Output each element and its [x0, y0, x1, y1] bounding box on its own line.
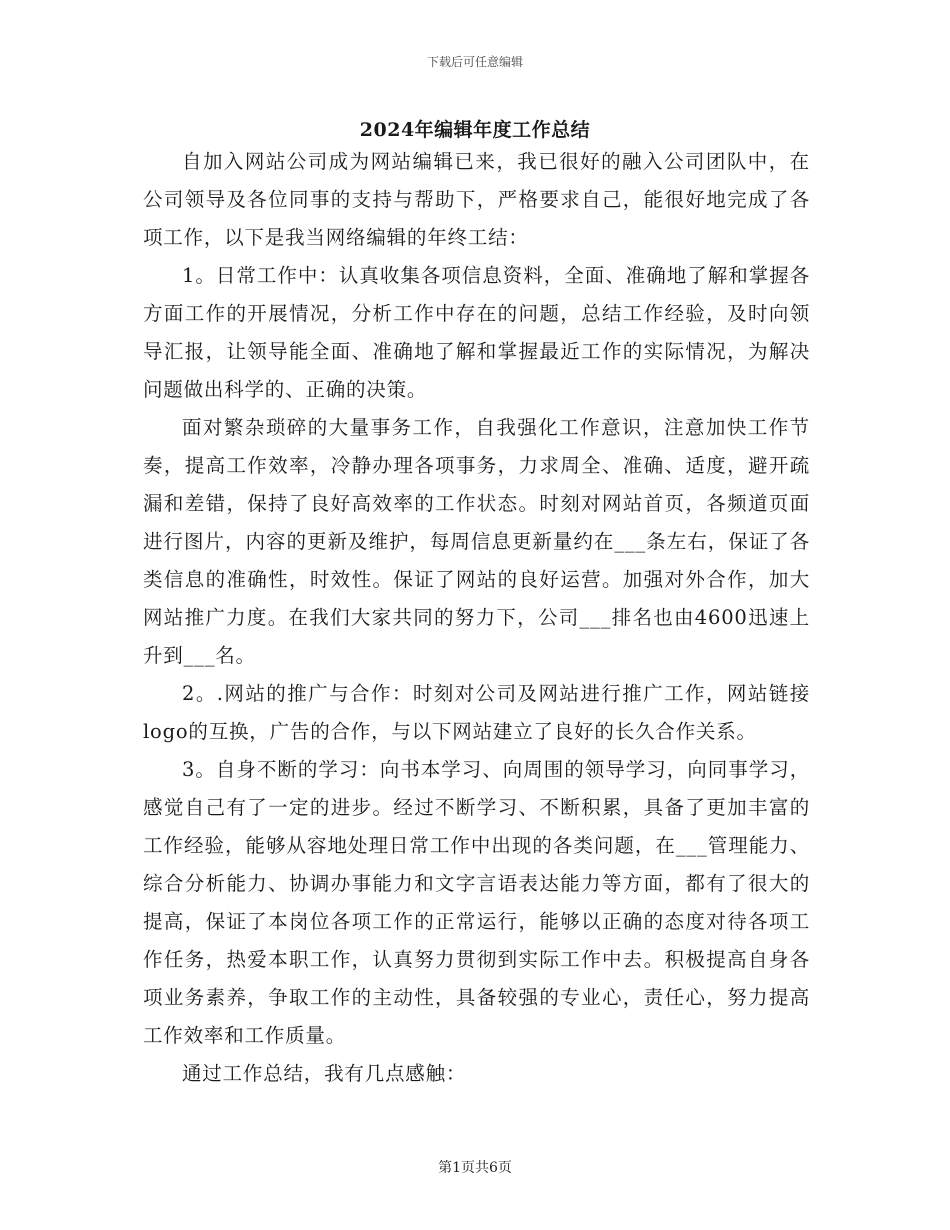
paragraph-learning: 3。自身不断的学习：向书本学习、向周围的领导学习，向同事学习，感觉自己有了一定的进步。经过不断学习、不断积累，具备了更加丰富的工作经验，能够从容地处理日常工作中出现的各类问题，在___管理能力、综合分析能力、协调办事能力和文字言语表达能力等方面，都有了很大的提高，保证了本岗位各项工作的正常运行，能够以正确的态度对待各项工作任务，热爱本职工作，认真努力贯彻到实际工作中去。积极提高自身各项业务素养，争取工作的主动性，具备较强的专业心，责任心，努力提高工作效率和工作质量。	[143, 758, 810, 1047]
page-footer: 第1页共6页	[438, 1160, 512, 1176]
document-body	[143, 143, 810, 1093]
paragraph-intro: 自加入网站公司成为网站编辑已来，我已很好的融入公司团队中，在公司领导及各位同事的支持与帮助下，严格要求自己，能很好地完成了各项工作，以下是我当网络编辑的年终工结：	[143, 150, 810, 249]
paragraph-promotion: 2。.网站的推广与合作：时刻对公司及网站进行推广工作，网站链接logo的互换，广告的合作，与以下网站建立了良好的长久合作关系。	[143, 682, 810, 743]
document-title: 2024年编辑年度工作总结	[359, 119, 591, 141]
page-header: 下载后可任意编辑	[426, 55, 523, 69]
paragraph-reflections: 通过工作总结，我有几点感触：	[182, 1062, 467, 1085]
paragraph-daily-work: 1。日常工作中：认真收集各项信息资料，全面、准确地了解和掌握各方面工作的开展情况，分析工作中存在的问题，总结工作经验，及时向领导汇报，让领导能全面、准确地了解和掌握最近工作的实际情况，为解决问题做出科学的、正确的决策。	[143, 264, 810, 401]
paragraph-affairs: 面对繁杂琐碎的大量事务工作，自我强化工作意识，注意加快工作节奏，提高工作效率，冷静办理各项事务，力求周全、准确、适度，避开疏漏和差错，保持了良好高效率的工作状态。时刻对网站首页，各频道页面进行图片，内容的更新及维护，每周信息更新量约在___条左右，保证了各类信息的准确性，时效性。保证了网站的良好运营。加强对外合作，加大网站推广力度。在我们大家共同的努力下，公司___排名也由4600迅速上升到___名。	[143, 416, 810, 667]
